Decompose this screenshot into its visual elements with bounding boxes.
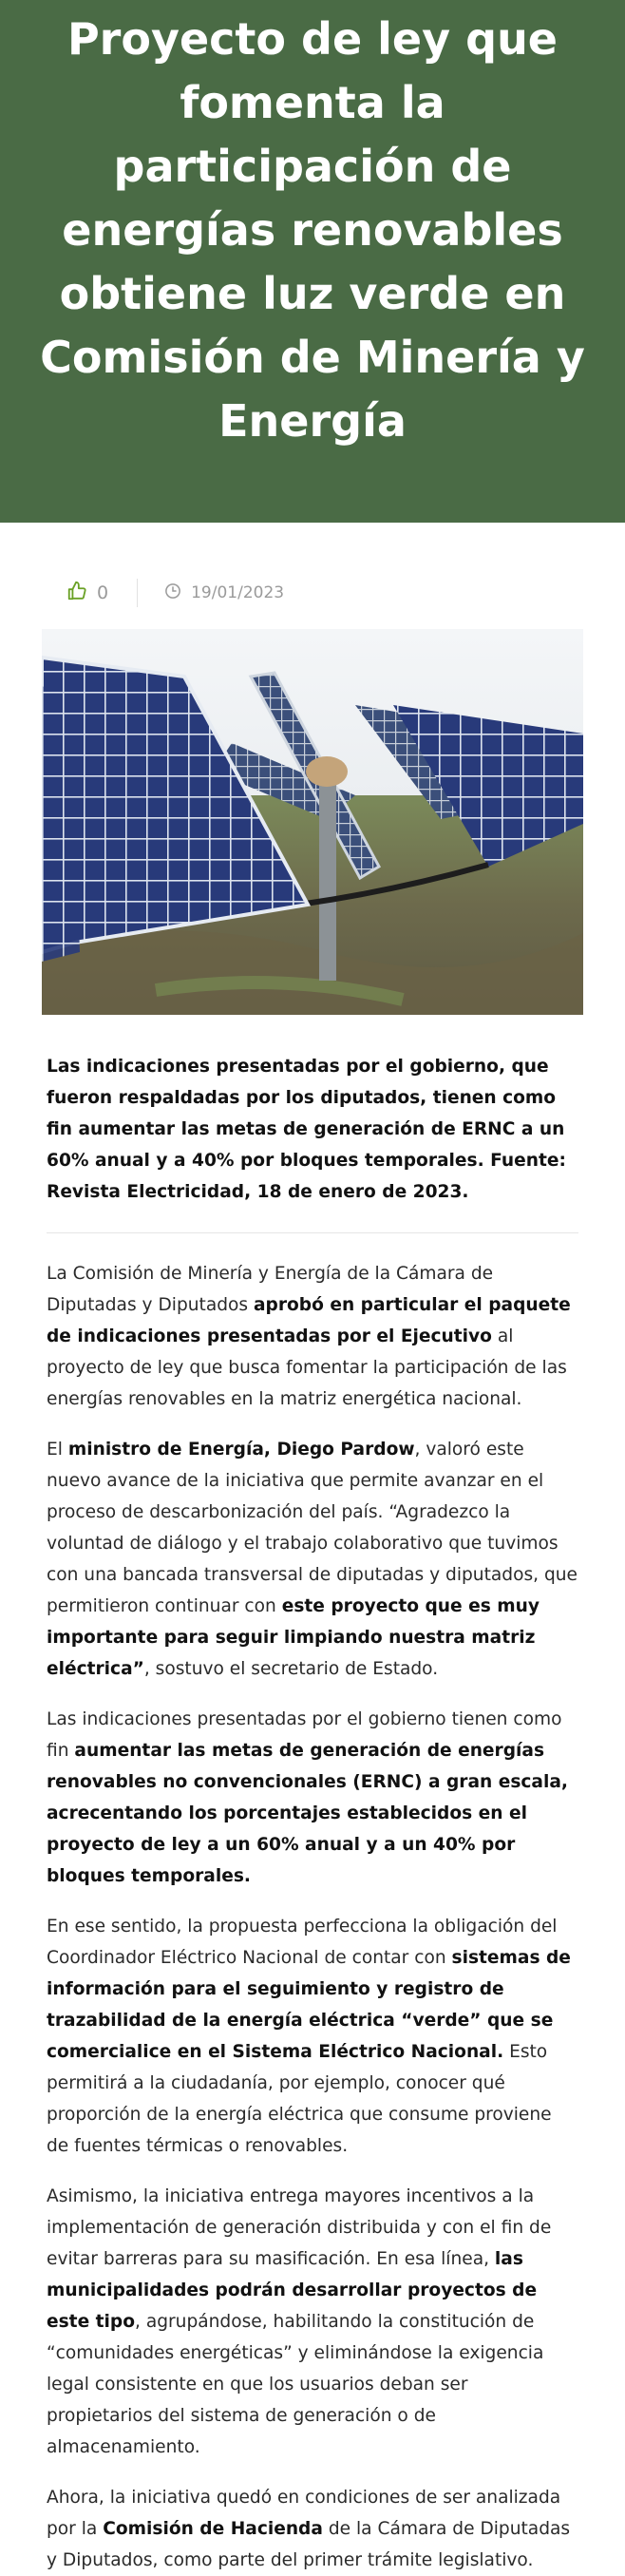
bold-text: Comisión de Hacienda — [103, 2519, 323, 2539]
like-button[interactable] — [66, 581, 108, 606]
publish-date — [164, 582, 284, 604]
article-paragraph — [47, 1911, 578, 2162]
article-paragraph — [47, 2181, 578, 2463]
bold-text: ministro de Energía, Diego Pardow — [67, 1440, 415, 1460]
date-text: 19/01/2023 — [191, 583, 285, 602]
bold-text: las municipalidades podrán desarrollar proyectos de este tipo — [47, 2249, 538, 2332]
text-run: Ahora, la iniciativa quedó en condiciones de ser analizada por la — [47, 2488, 561, 2539]
article-header — [0, 0, 625, 523]
bold-text: este proyecto que es muy importante para seguir limpiando nuestra matriz eléctrica” — [47, 1596, 540, 1679]
article-body — [0, 1051, 625, 2576]
article-paragraph — [47, 1258, 578, 1415]
thumbs-up-icon[interactable] — [66, 581, 87, 606]
text-run: El — [47, 1440, 68, 1460]
article-paragraph — [47, 1704, 578, 1892]
bold-text: aumentar las metas de generación de energías renovables no convencionales (ERNC) a gran escala, acrecentando los porcentajes establecidos en el proyecto de ley a un 60% anual y a un 40% por bloques temporales. — [47, 1741, 568, 1886]
text-run: , sostuvo el secretario de Estado. — [143, 1659, 439, 1679]
article-meta — [0, 523, 625, 629]
text-run: , agrupándose, habilitando la constitución de “comunidades energéticas” y eliminándose la exigencia legal consistente en que los usuarios deban ser propietarios del sistema de generación o de almacenamiento. — [47, 2312, 544, 2457]
article-paragraph — [47, 1434, 578, 1685]
article-image — [42, 629, 583, 1015]
text-run: Las indicaciones presentadas por el gobierno tienen como fin — [47, 1709, 562, 1761]
text-run: La Comisión de Minería y Energía de la Cámara de Diputadas y Diputados — [47, 1264, 494, 1315]
text-run: al proyecto de ley que busca fomentar la participación de las energías renovables en la matriz energética nacional. — [47, 1326, 567, 1409]
clock-icon — [164, 582, 181, 604]
text-run: Asimismo, la iniciativa entrega mayores incentivos a la implementación de generación distribuida y con el fin de evitar barreras para su masificación. En esa línea, — [47, 2186, 552, 2269]
text-run: En ese sentido, la propuesta perfecciona la obligación del Coordinador Eléctrico Nacional de contar con — [47, 1917, 558, 1968]
text-run: de la Cámara de Diputadas y Diputados, como parte del primer trámite legislativo. — [47, 2519, 571, 2570]
article-paragraph — [47, 2482, 578, 2576]
text-run: Esto permitirá a la ciudadanía, por ejemplo, conocer qué proporción de la energía eléctrica que consume proviene de fuentes térmicas o renovables. — [47, 2042, 552, 2156]
bold-text: sistemas de información para el seguimiento y registro de trazabilidad de la energía eléctrica “verde” que se comercialice en el Sistema Eléctrico Nacional. — [47, 1948, 571, 2062]
article-title: Proyecto de ley que fomenta la participación de energías renovables obtiene luz verde en Comisión de Minería y Energía — [40, 13, 585, 447]
text-run: , valoró este nuevo avance de la iniciativa que permite avanzar en el proceso de descarbonización del país. “Agradezco la voluntad de diálogo y el trabajo colaborativo que tuvimos con una bancada transversal de diputadas y diputados, que permitieron continuar con — [47, 1440, 578, 1616]
meta-divider — [137, 579, 138, 607]
article-paragraphs — [47, 1258, 578, 2576]
article-lead: Las indicaciones presentadas por el gobierno, que fueron respaldadas por los diputados, tienen como fin aumentar las metas de generación de ERNC a un 60% anual y a 40% por bloques temporales. Fuente: Revista Electricidad, 18 de enero de 2023. — [47, 1051, 578, 1233]
like-count: 0 — [97, 582, 109, 603]
bold-text: aprobó en particular el paquete de indicaciones presentadas por el Ejecutivo — [47, 1295, 571, 1346]
